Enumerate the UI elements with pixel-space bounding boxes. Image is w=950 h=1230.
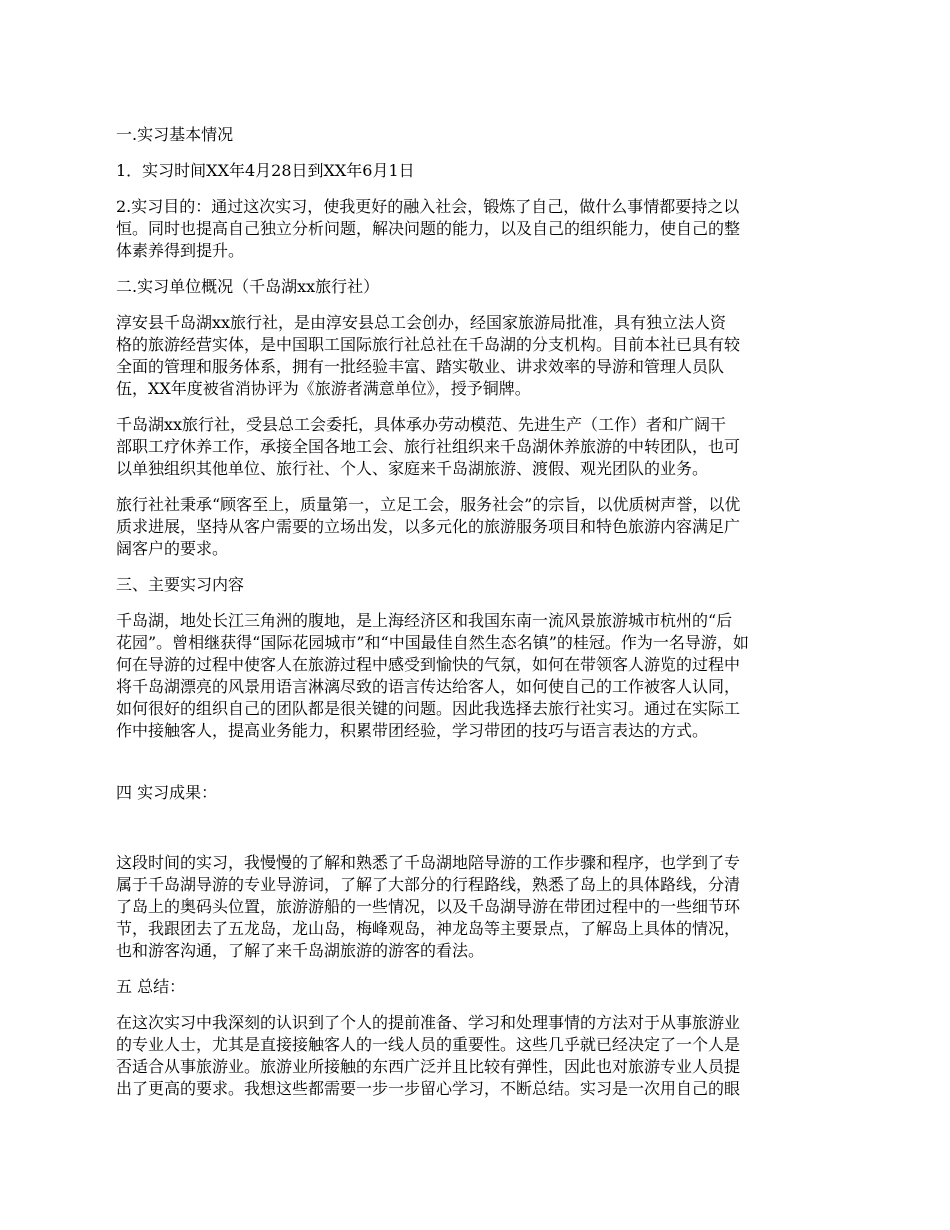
document-body: [116, 124, 836, 1114]
text-line: 花园”。曾相继获得“国际花园城市”和“中国最佳自然生态名镇”的桂冠。作为一名导游，如: [116, 633, 749, 652]
paragraph-main-content: [116, 610, 836, 742]
text-line: 了岛上的奥码头位置，旅游游船的一些情况，以及千岛湖导游在带团过程中的一些细节环: [116, 897, 741, 916]
text-line: 的专业人士，尤其是直接接触客人的一线人员的重要性。这些几乎就已经决定了一个人是: [116, 1035, 741, 1054]
text-line: 千岛湖xx旅行社，受县总工会委托，具体承办劳动模范、先进生产（工作）者和广阔干: [116, 415, 727, 434]
text-line: 将千岛湖漂亮的风景用语言淋漓尽致的语言传达给客人，如何使自己的工作被客人认同，: [116, 677, 741, 696]
text-line: 格的旅游经营实体，是中国职工国际旅行社总社在千岛湖的分支机构。目前本社已具有较: [116, 335, 741, 354]
text-line: 全面的管理和服务体系，拥有一批经验丰富、踏实敬业、讲求效率的导游和管理人员队: [116, 357, 725, 376]
heading-summary: [116, 976, 836, 998]
text-line: 在这次实习中我深刻的认识到了个人的提前准备、学习和处理事情的方法对于从事旅游业: [116, 1013, 741, 1032]
text-line: 阔客户的要求。: [116, 539, 229, 558]
paragraph-summary: [116, 1012, 836, 1100]
text-line: 一.实习基本情况: [116, 125, 234, 144]
paragraph-internship-purpose: [116, 196, 836, 262]
heading-main-content: [116, 574, 836, 596]
text-line: 旅行社社秉承“顾客至上，质量第一，立足工会，服务社会”的宗旨，以优质树声誉，以优: [116, 495, 741, 514]
heading-unit-overview: [116, 276, 836, 298]
text-line: 五 总结：: [116, 977, 186, 996]
text-line: 1．实习时间XX年4月28日到XX年6月1日: [116, 161, 415, 180]
heading-basic-info: [116, 124, 836, 146]
text-line: 体素养得到提升。: [116, 241, 245, 260]
text-line: 质求进展，坚持从客户需要的立场出发，以多元化的旅游服务项目和特色旅游内容满足广: [116, 517, 741, 536]
paragraph-internship-time: [116, 160, 836, 182]
paragraph-results: [116, 852, 836, 962]
text-line: 部职工疗休养工作，承接全国各地工会、旅行社组织来千岛湖休养旅游的中转团队，也可: [116, 437, 741, 456]
text-line: 这段时间的实习，我慢慢的了解和熟悉了千岛湖地陪导游的工作步骤和程序，也学到了专: [116, 853, 741, 872]
text-line: 恒。同时也提高自己独立分析问题，解决问题的能力，以及自己的组织能力，使自己的整: [116, 219, 741, 238]
text-line: 节，我跟团去了五龙岛，龙山岛，梅峰观岛，神龙岛等主要景点，了解岛上具体的情况，: [116, 919, 741, 938]
text-line: 四 实习成果：: [116, 783, 218, 802]
text-line: 以单独组织其他单位、旅行社、个人、家庭来千岛湖旅游、渡假、观光团队的业务。: [116, 459, 709, 478]
text-line: 2.实习目的：通过这次实习，使我更好的融入社会，锻炼了自己，做什么事情都要持之以: [116, 197, 740, 216]
text-line: 千岛湖，地处长江三角洲的腹地，是上海经济区和我国东南一流风景旅游城市杭州的“后: [116, 611, 733, 630]
paragraph-unit-business: [116, 414, 836, 480]
text-line: 何在导游的过程中使客人在旅游过程中感受到愉快的气氛，如何在带领客人游览的过程中: [116, 655, 741, 674]
text-line: 属于千岛湖导游的专业导游词，了解了大部分的行程路线，熟悉了岛上的具体路线，分清: [116, 875, 741, 894]
text-line: 也和游客沟通，了解了来千岛湖旅游的游客的看法。: [116, 941, 485, 960]
text-line: 出了更高的要求。我想这些都需要一步一步留心学习，不断总结。实习是一次用自己的眼: [116, 1079, 741, 1098]
text-line: 三、主要实习内容: [116, 575, 245, 594]
text-line: 作中接触客人，提高业务能力，积累带团经验，学习带团的技巧与语言表达的方式。: [116, 721, 709, 740]
text-line: 二.实习单位概况（千岛湖xx旅行社）: [116, 277, 380, 296]
text-line: 淳安县千岛湖xx旅行社，是由淳安县总工会创办，经国家旅游局批准，具有独立法人资: [116, 313, 727, 332]
text-line: 如何很好的组织自己的团队都是很关键的问题。因此我选择去旅行社实习。通过在实际工: [116, 699, 741, 718]
heading-results: [116, 782, 836, 804]
paragraph-unit-tenet: [116, 494, 836, 560]
text-line: 否适合从事旅游业。旅游业所接触的东西广泛并且比较有弹性，因此也对旅游专业人员提: [116, 1057, 741, 1076]
paragraph-unit-intro: [116, 312, 836, 400]
text-line: 伍，XX年度被省消协评为《旅游者满意单位》，授予铜牌。: [116, 379, 531, 398]
